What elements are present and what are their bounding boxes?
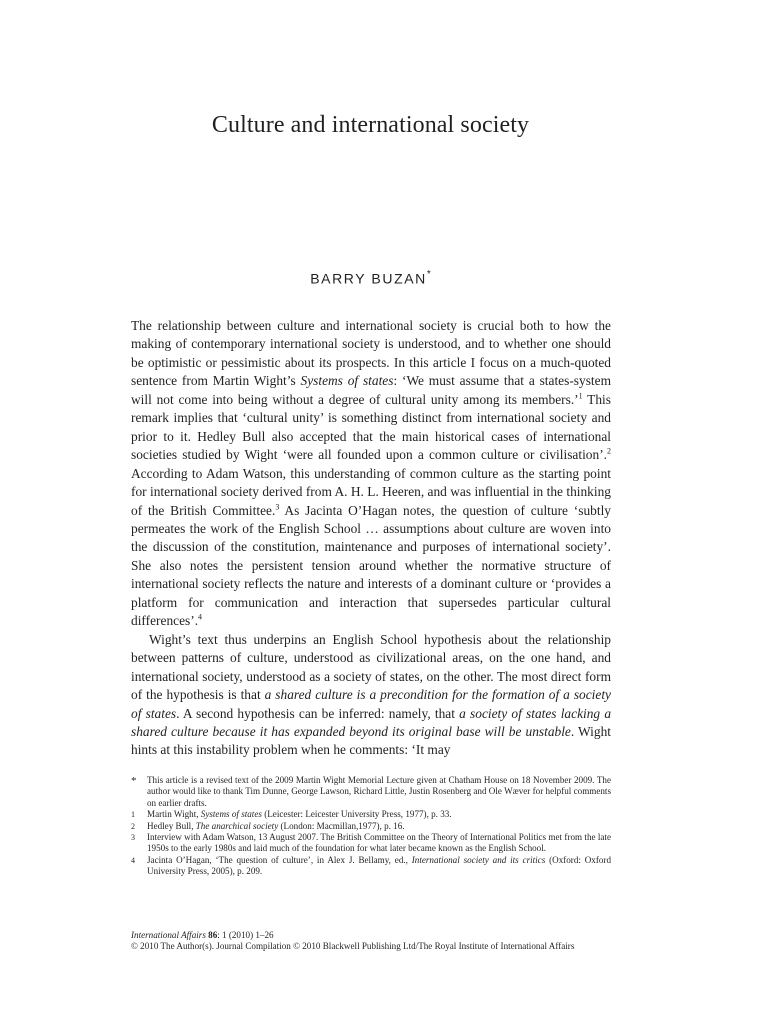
text-run: This remark implies that ‘cultural unity’ is something distinct from international society and prior to it. Hedley Bull also accepted that the main historical cases of international societies studied by Wight ‘were all founded upon a common culture or civilisation’. bbox=[131, 391, 611, 463]
footnote-1 bbox=[131, 809, 611, 820]
article-body bbox=[131, 317, 611, 760]
footnote-mark: 4 bbox=[131, 855, 135, 865]
journal-volume: 86 bbox=[208, 930, 218, 940]
author-byline bbox=[0, 270, 741, 287]
footnote-ref: 4 bbox=[198, 612, 203, 622]
journal-issue: : 1 (2010) 1–26 bbox=[217, 930, 274, 940]
footnote-3 bbox=[131, 832, 611, 855]
body-paragraph-1 bbox=[131, 317, 611, 631]
footnote-text: This article is a revised text of the 2009 Martin Wight Memorial Lecture given at Chatham House on 18 November 2009. The author would like to thank Tim Dunne, George Lawson, Richard Little, Justin Rosenberg and Ole Wæver for helpful comments on earlier drafts. bbox=[147, 775, 611, 808]
italic-run: a shared culture is a precondition for the formation of a society of states bbox=[131, 687, 611, 721]
journal-name: International Affairs bbox=[131, 930, 206, 940]
footnote-ref: 1 bbox=[578, 391, 583, 401]
text-run: . A second hypothesis can be inferred: namely, that bbox=[176, 705, 460, 721]
footnotes bbox=[131, 775, 611, 878]
author-name: BARRY BUZAN bbox=[310, 270, 427, 287]
footnote-4 bbox=[131, 855, 611, 878]
footnote-italic: International society and its critics bbox=[411, 854, 546, 865]
text-run: . Wight hints at this instability problem when he comments: ‘It may bbox=[131, 723, 611, 758]
author-footnote-mark: * bbox=[426, 269, 431, 280]
footnote-text: Jacinta O’Hagan, ‘The question of culture’, in Alex J. Bellamy, ed., bbox=[147, 854, 412, 865]
citation-line bbox=[131, 930, 651, 941]
footnote-mark: * bbox=[131, 775, 137, 787]
text-run: : ‘We must assume that a states-system will not come into being without a degree of cultural unity among its members.’ bbox=[131, 373, 611, 407]
footnote-text: (London: Macmillan,1977), p. 16. bbox=[278, 820, 405, 831]
footnote-text: Interview with Adam Watson, 13 August 2007. The British Committee on the Theory of International Politics met from the late 1950s to the early 1980s and laid much of the foundation for what later became known as the English School. bbox=[147, 832, 611, 854]
footnote-mark: 3 bbox=[131, 833, 135, 843]
footnote-star bbox=[131, 775, 611, 809]
article-title: Culture and international society bbox=[211, 112, 530, 138]
italic-run: Systems of states bbox=[300, 373, 394, 389]
footnote-2 bbox=[131, 821, 611, 832]
footnote-mark: 1 bbox=[131, 810, 135, 820]
footnote-text: (Oxford: Oxford University Press, 2005), p. 209. bbox=[147, 854, 612, 877]
body-paragraph-2 bbox=[131, 631, 611, 760]
text-run: According to Adam Watson, this understanding of common culture as the starting point for international society derived from A. H. L. Heeren, and was influential in the thinking of the British Committee. bbox=[131, 465, 611, 518]
footnote-italic: Systems of states bbox=[200, 809, 262, 820]
copyright-line: © 2010 The Author(s). Journal Compilation © 2010 Blackwell Publishing Ltd/The Royal Institute of International Affairs bbox=[131, 941, 575, 952]
footnote-ref: 2 bbox=[607, 446, 611, 456]
text-run: The relationship between culture and international society is crucial both to how the making of contemporary international society is understood, and to whether one should be optimistic or pessimistic about its prospects. In this article I focus on a much-quoted sentence from Martin Wight’s bbox=[131, 318, 611, 389]
footnote-text: (Leicester: Leicester University Press, 1977), p. 33. bbox=[261, 809, 452, 820]
footnote-text: Hedley Bull, bbox=[147, 820, 196, 831]
footnote-mark: 2 bbox=[131, 821, 135, 831]
page-footer bbox=[131, 930, 651, 953]
italic-run: a society of states lacking a shared culture because it has expanded beyond its original base will be unstable bbox=[131, 705, 612, 739]
footnote-text: Martin Wight, bbox=[147, 809, 201, 820]
text-run: Wight’s text thus underpins an English School hypothesis about the relationship between patterns of culture, understood as civilizational areas, on the one hand, and international society, understood as a society of states, on the other. The most direct form of the hypothesis is that bbox=[131, 631, 611, 703]
footnote-italic: The anarchical society bbox=[195, 820, 279, 831]
footnote-ref: 3 bbox=[275, 502, 280, 512]
text-run: As Jacinta O’Hagan notes, the question of culture ‘subtly permeates the work of the English School … assumptions about culture are woven into the discussion of the constitution, maintenance and purposes of international society’. She also notes the persistent tension around whether the normative structure of international society reflects the nature and interests of a dominant culture or ‘provides a platform for communication and interaction that supersedes particular cultural differences’. bbox=[131, 502, 612, 629]
